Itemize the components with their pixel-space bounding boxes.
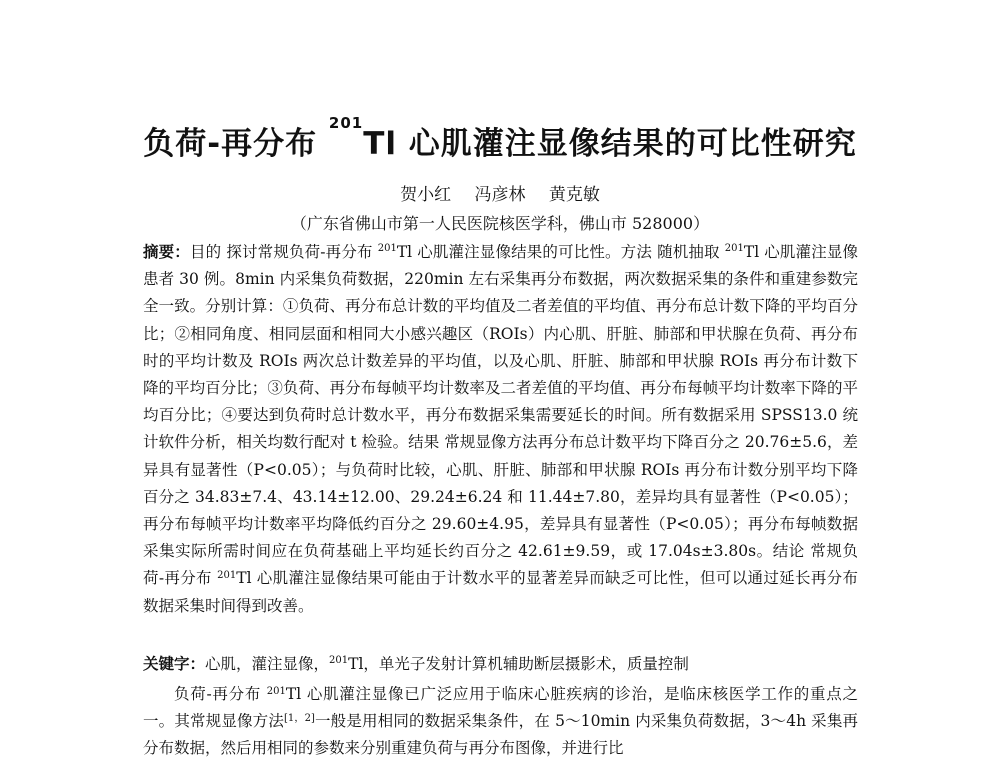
- keywords-label: 关键字：: [143, 654, 206, 673]
- body-text-3: 一般是用相同的数据采集条件，在 5～10min 内采集负荷数据，3～4h 采集再分布数据，然后用相同的参数来分别重建负荷与再分布图像，并进行比: [143, 712, 858, 757]
- keywords-text-1: 心肌，灌注显像，: [205, 655, 330, 673]
- abstract-sup-1: 201: [377, 243, 397, 254]
- body-sup-1: 201: [266, 686, 286, 697]
- abstract-label: 摘要：: [143, 242, 190, 261]
- abstract-sup-3: 201: [217, 570, 237, 582]
- author-2: 冯彦林: [474, 185, 526, 205]
- keywords: [143, 650, 858, 678]
- title-part-2: Tl 心肌灌注显像结果的可比性研究: [363, 126, 857, 162]
- keywords-text-2: Tl，单光子发射计算机辅助断层摄影术，质量控制: [348, 655, 689, 673]
- abstract-sup-2: 201: [724, 243, 744, 254]
- abstract: [143, 238, 858, 620]
- author-list: [0, 180, 1000, 205]
- abstract-text-2: Tl 心肌灌注显像结果的可比性。方法 随机抽取: [396, 243, 725, 261]
- paper-title: [0, 114, 1000, 163]
- affiliation: （广东省佛山市第一人民医院核医学科，佛山市 528000）: [290, 214, 710, 233]
- abstract-text-1: 目的 探讨常规负荷-再分布: [189, 243, 378, 261]
- title-part-1: 负荷-再分布: [143, 126, 329, 162]
- body-paragraph: [143, 681, 858, 762]
- title-superscript: 201: [328, 114, 364, 132]
- abstract-text-3: Tl 心肌灌注显像患者 30 例。8min 内采集负荷数据，220min 左右采集再分布数据，两次数据采集的条件和重建参数完全一致。分别计算：①负荷、再分布总计数的平均值及二者差值的平均值、再分布总计数下降的平均百分比；②相同角度、相同层面和相同大小感兴趣区（ROIs）内心肌、肝脏、肺部和甲状腺在负荷、再分布时的平均计数及 ROIs 两次总计数差异的平均值，以及心肌、肝脏、肺部和甲状腺 ROIs 再分布计数下降的平均百分比；③负荷、再分布每帧平均计数率及二者差值的平均值、再分布每帧平均计数率下降的平均百分比；④要达到负荷时总计数水平，再分布数据采集需要延长的时间。所有数据采用 SPSS13.0 统计软件分析，相关均数行配对 t 检验。结果 常规显像方法再分布总计数平均下降百分之 20.76±5.6，差异具有显著性（P<0.05）；与负荷时比较，心肌、肝脏、肺部和甲状腺 ROIs 再分布计数分别平均下降百分之 34.83±7.4、43.14±12.00、29.24±6.24 和 11.44±7.80，差异均具有显著性（P<0.05）；再分布每帧平均计数率平均降低约百分之 29.60±4.95，差异具有显著性（P<0.05）；再分布每帧数据采集实际所需时间应在负荷基础上平均延长约百分之 42.61±9.59，或 17.04s±3.80s。结论 常规负荷-再分布: [143, 243, 859, 588]
- keywords-sup: 201: [329, 655, 349, 666]
- body-text-1: 负荷-再分布: [174, 685, 267, 703]
- author-1: 贺小红: [400, 185, 452, 205]
- body-text-2: Tl 心肌灌注显像已广泛应用于临床心脏疾病的诊治，是临床核医学工作的重点之一。其常规显像方法: [143, 685, 858, 730]
- citation-ref: [1，2]: [283, 713, 315, 724]
- author-3: 黄克敏: [548, 185, 600, 205]
- abstract-text-4: Tl 心肌灌注显像结果可能由于计数水平的显著差异而缺乏可比性，但可以通过延长再分布数据采集时间得到改善。: [143, 569, 858, 615]
